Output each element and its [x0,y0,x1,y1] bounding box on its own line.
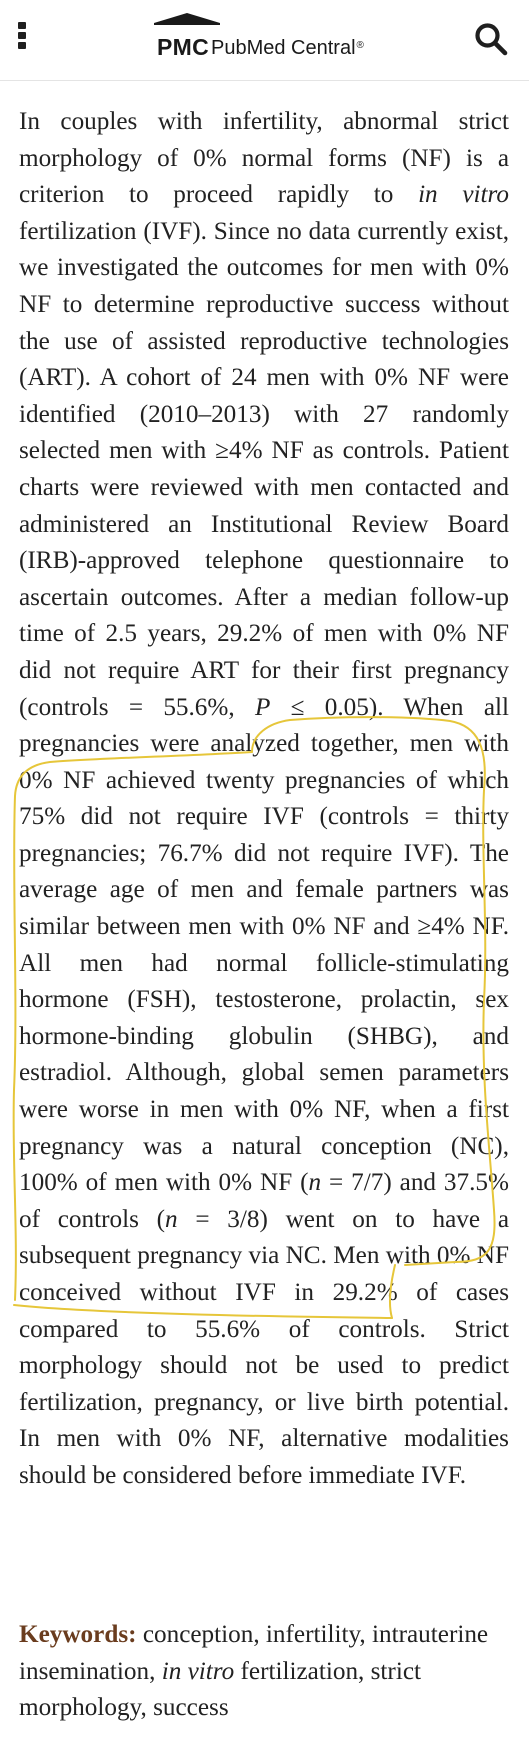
logo-name: PubMed Central® [211,37,364,59]
keywords-label: Keywords: [19,1621,137,1648]
building-roof-icon [152,12,222,36]
abstract-text: In couples with infertility, abnormal strict morphology of 0% normal forms (NF) is a criterion to proceed rapidly to in vitro fertilization (IVF). Since no data currently exist, we investigated the outcomes for men with 0% NF to determine reproductive success without the use of assisted reproductive technologies (ART). A cohort of 24 men with 0% NF were identified (2010–2013) with 27 randomly selected men with ≥4% NF as controls. Patient charts were reviewed with men contacted and administered an Institutional Review Board (IRB)-approved telephone questionnaire to ascertain outcomes. After a median follow-up time of 2.5 years, 29.2% of men with 0% NF did not require ART for their first pregnancy (controls = 55.6%, P ≤ 0.05). When all pregnancies were analyzed together, men with 0% NF achieved twenty pregnancies of which 75% did not require IVF (controls = thirty pregnancies; 76.7% did not require IVF). The average age of men and female partners was similar between men with 0% NF and ≥4% NF. All men had normal follicle-stimulating hormone (FSH), testosterone, prolactin, sex hormone-binding globulin (SHBG), and estradiol. Although, global semen parameters were worse in men with 0% NF, when a first pregnancy was a natural conception (NC), 100% of men with 0% NF (n = 7/7) and 37.5% of controls (n = 3/8) went on to have a subsequent pregnancy via NC. Men with 0% NF conceived without IVF in 29.2% of cases compared to 55.6% of controls. Strict morphology should not be used to predict fertilization, pregnancy, or live birth potential. In men with 0% NF, alternative modalities should be considered before immediate IVF. [19,108,510,1489]
menu-dot [18,32,26,39]
search-icon[interactable] [473,21,509,57]
keywords-section: Keywords: conception, infertility, intrauterine insemination, in vitro fertilization, strict morphology, success [19,1621,489,1722]
kebab-menu-icon[interactable] [18,22,26,50]
menu-dot [18,42,26,49]
logo-abbreviation: PMC [157,34,210,60]
app-header [0,0,529,81]
menu-dot [18,22,26,29]
pmc-logo[interactable] [152,12,392,58]
registered-mark: ® [356,40,364,51]
